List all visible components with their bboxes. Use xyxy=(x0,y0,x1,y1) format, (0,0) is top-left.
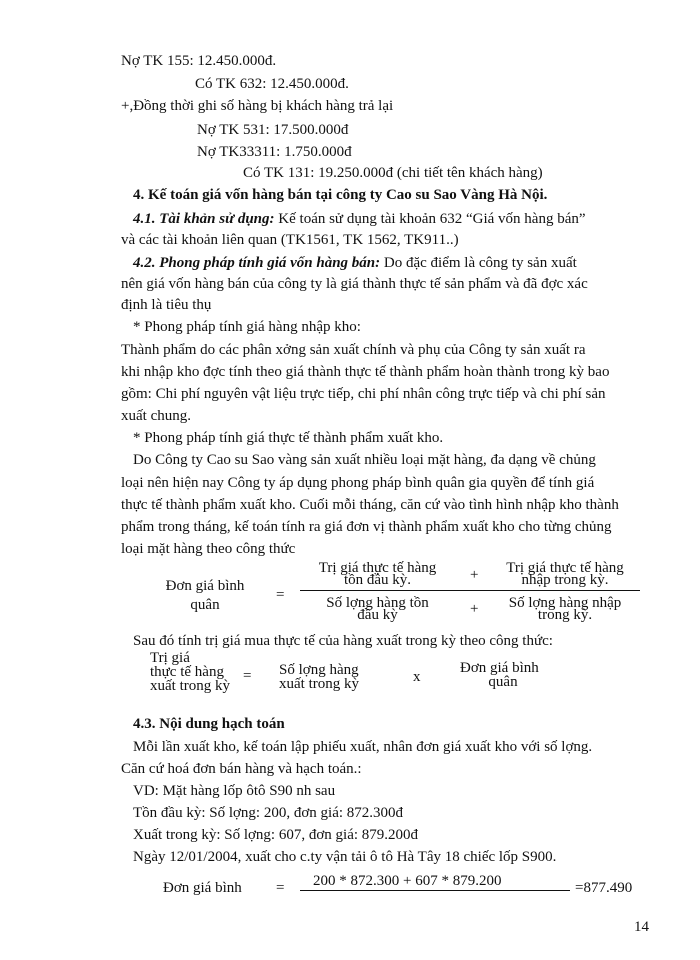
para-export-5: loại mặt hàng theo công thức xyxy=(121,541,296,557)
formula1-plus-top: + xyxy=(470,567,479,583)
method-import-heading: * Phong pháp tính giá hàng nhập kho: xyxy=(133,319,361,335)
formula2-times: x xyxy=(413,669,421,685)
section-4-1 xyxy=(133,210,586,228)
formula2-b2: xuất trong kỳ xyxy=(279,676,359,692)
formula1-den2-line1: Số lợng hàng nhập xyxy=(508,595,622,611)
after-formula-text: Sau đó tính trị giá mua thực tế của hàng xuất trong kỳ theo công thức: xyxy=(133,633,553,649)
section-4-heading: 4. Kế toán giá vốn hàng bán tại công ty Cao su Sao Vàng Hà Nội. xyxy=(133,187,548,203)
para-export-4: phẩm trong tháng, kế toán tính ra giá đơn vị thành phẩm xuất kho cho từng chủng xyxy=(121,519,612,535)
tail-line-5: Xuất trong kỳ: Số lợng: 607, đơn giá: 879.200đ xyxy=(133,827,419,843)
method-export-heading: * Phong pháp tính giá thực tế thành phẩm xuất kho. xyxy=(133,430,444,446)
formula2-c2: quân xyxy=(488,674,518,690)
section-4-2-label: 4.2. Phong pháp tính giá vốn hàng bán: xyxy=(133,255,381,271)
formula1-equals: = xyxy=(276,587,285,603)
formula2-a3: xuất trong kỳ xyxy=(150,678,230,694)
formula2-c1: Đơn giá bình xyxy=(460,660,539,676)
formula1-den1-line2: đầu kỳ xyxy=(357,607,398,623)
formula1-den1-line1: Số lợng hàng tồn xyxy=(326,595,429,611)
page-number: 14 xyxy=(634,919,649,935)
formula1-num2-line1: Trị giá thực tế hàng xyxy=(506,560,624,576)
debit-line-33311: Nợ TK33311: 1.750.000đ xyxy=(197,144,352,160)
tail-line-1: Mỗi lần xuất kho, kế toán lập phiếu xuất, nhân đơn giá xuất kho với số lợng. xyxy=(133,739,593,755)
section-4-2-text2: nên giá vốn hàng bán của công ty là giá thành thực tế sản phẩm và đã đợc xác xyxy=(121,276,588,292)
tail-line-6: Ngày 12/01/2004, xuất cho c.ty vận tải ô tô Hà Tây 18 chiếc lốp S900. xyxy=(133,849,557,865)
credit-line-131: Có TK 131: 19.250.000đ (chi tiết tên khách hàng) xyxy=(243,165,543,181)
section-4-2-text: Do đặc điểm là công ty sản xuất xyxy=(380,255,577,271)
formula2-equals: = xyxy=(243,668,252,684)
formula2-a2: thực tế hàng xyxy=(150,664,224,680)
debit-line-531: Nợ TK 531: 17.500.000đ xyxy=(197,122,349,138)
para-import-4: xuất chung. xyxy=(121,408,191,424)
formula3-numerator: 200 * 872.300 + 607 * 879.200 xyxy=(313,873,502,889)
formula1-plus-bottom: + xyxy=(470,601,479,617)
section-4-3-heading: 4.3. Nội dung hạch toán xyxy=(133,716,285,732)
para-export-3: thực tế thành phẩm xuất kho. Cuối mỗi tháng, căn cứ vào tình hình nhập kho thành xyxy=(121,497,619,513)
formula1-den2-line2: trong kỳ. xyxy=(537,607,593,623)
section-4-1-text: Kế toán sử dụng tài khoản 632 “Giá vốn hàng bán” xyxy=(274,211,586,227)
formula1-num1-line2: tồn đầu kỳ. xyxy=(343,572,412,588)
formula3-fraction-bar xyxy=(300,890,570,891)
para-import-1: Thành phẩm do các phân xởng sản xuất chính và phụ của Công ty sản xuất ra xyxy=(121,342,586,358)
section-4-2-text3: định là tiêu thụ xyxy=(121,297,212,313)
para-export-1: Do Công ty Cao su Sao vàng sản xuất nhiều loại mặt hàng, đa dạng về chủng xyxy=(133,452,596,468)
tail-line-2: Căn cứ hoá đơn bán hàng và hạch toán.: xyxy=(121,761,362,777)
section-4-1-text2: và các tài khoản liên quan (TK1561, TK 1562, TK911..) xyxy=(121,232,459,248)
formula2-a1: Trị giá xyxy=(150,650,190,666)
debit-line-155: Nợ TK 155: 12.450.000đ. xyxy=(121,53,277,69)
para-import-3: gồm: Chi phí nguyên vật liệu trực tiếp, chi phí nhân công trực tiếp và chi phí sản xyxy=(121,386,606,402)
tail-line-4: Tồn đầu kỳ: Số lợng: 200, đơn giá: 872.300đ xyxy=(133,805,404,821)
formula3-equals: = xyxy=(276,880,285,896)
formula1-lhs-line2: quân xyxy=(190,597,220,613)
tail-line-3: VD: Mặt hàng lốp ôtô S90 nh sau xyxy=(133,783,336,799)
formula3-result: =877.490 xyxy=(575,880,633,896)
returns-note: +,Đồng thời ghi số hàng bị khách hàng trả lại xyxy=(121,98,394,114)
formula3-lhs: Đơn giá bình xyxy=(163,880,242,896)
formula2-b1: Số lợng hàng xyxy=(279,662,359,678)
formula1-lhs-line1: Đơn giá bình xyxy=(165,578,245,594)
credit-line-632: Có TK 632: 12.450.000đ. xyxy=(195,76,349,92)
formula1-fraction-bar xyxy=(300,590,640,591)
formula1-num1-line1: Trị giá thực tế hàng xyxy=(318,560,437,576)
para-export-2: loại nên hiện nay Công ty áp dụng phong pháp bình quân gia quyền để tính giá xyxy=(121,475,595,491)
section-4-2 xyxy=(133,254,577,272)
para-import-2: khi nhập kho đợc tính theo giá thành thực tế thành phẩm hoàn thành trong kỳ bao xyxy=(121,364,610,380)
formula1-num2-line2: nhập trong kỳ. xyxy=(521,572,609,588)
section-4-1-label: 4.1. Tài khản sử dụng: xyxy=(133,211,275,227)
